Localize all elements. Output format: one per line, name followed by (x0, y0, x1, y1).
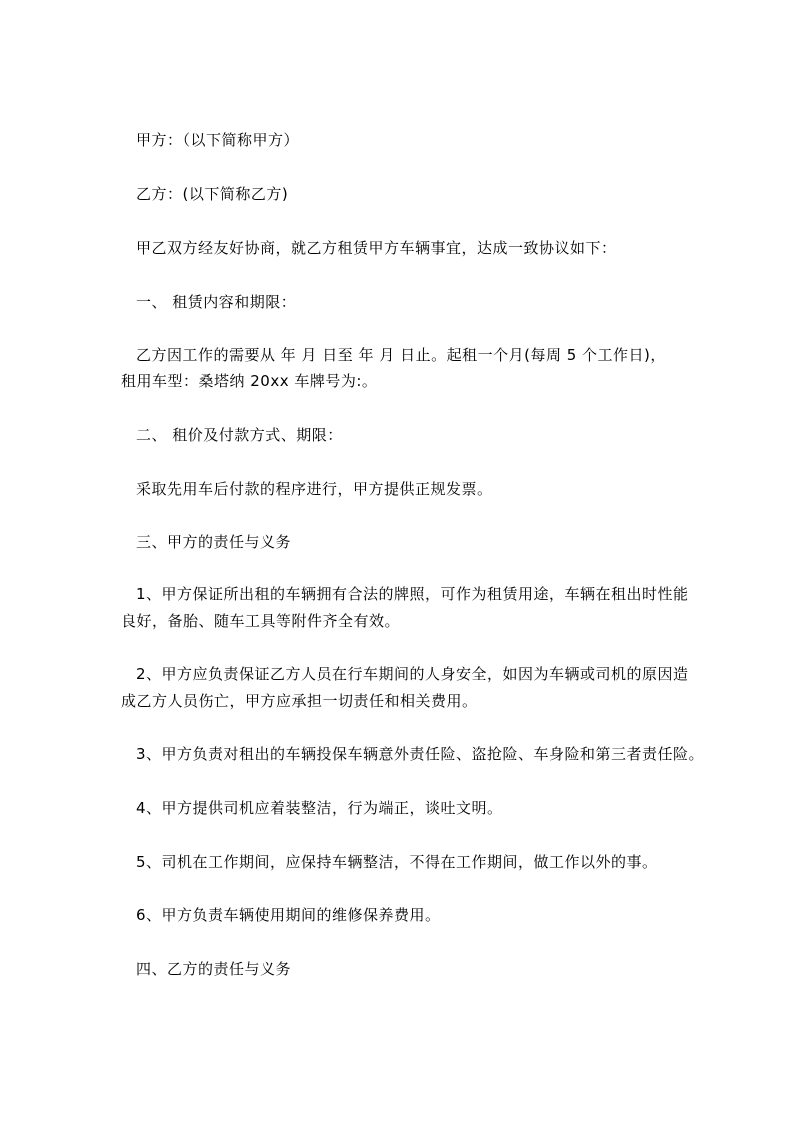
section1-body-line1: 乙方因工作的需要从 年 月 日至 年 月 日止。起租一个月(每周 5 个工作日)， (136, 346, 666, 364)
section3-item1-line2: 良好，备胎、随车工具等附件齐全有效。 (121, 612, 401, 630)
section2-body: 采取先用车后付款的程序进行，甲方提供正规发票。 (136, 480, 493, 498)
party-a-line: 甲方：（以下简称甲方） (136, 131, 300, 149)
section1-heading: 一、 租赁内容和期限： (136, 293, 297, 311)
section2-heading: 二、 租价及付款方式、期限： (136, 426, 343, 444)
section3-item2-line1: 2、甲方应负责保证乙方人员在行车期间的人身安全，如因为车辆或司机的原因造 (136, 665, 689, 683)
section3-item5: 5、司机在工作期间，应保持车辆整洁，不得在工作期间，做工作以外的事。 (136, 853, 658, 871)
section3-item4: 4、甲方提供司机应着装整洁，行为端正，谈吐文明。 (136, 799, 503, 817)
section3-heading: 三、甲方的责任与义务 (136, 533, 292, 551)
section3-item6: 6、甲方负责车辆使用期间的维修保养费用。 (136, 906, 441, 924)
section3-item1-line1: 1、甲方保证所出租的车辆拥有合法的牌照，可作为租赁用途，车辆在租出时性能 (136, 585, 689, 603)
party-b-line: 乙方：(以下简称乙方) (136, 185, 289, 203)
section3-item3: 3、甲方负责对租出的车辆投保车辆意外责任险、盗抢险、车身险和第三者责任险。 (136, 745, 705, 763)
section1-body-line2: 租用车型：桑塔纳 20xx 车牌号为:。 (121, 372, 378, 390)
intro-paragraph: 甲乙双方经友好协商，就乙方租赁甲方车辆事宜，达成一致协议如下： (136, 239, 617, 257)
section3-item2-line2: 成乙方人员伤亡，甲方应承担一切责任和相关费用。 (121, 692, 478, 710)
section4-heading: 四、乙方的责任与义务 (136, 960, 292, 978)
